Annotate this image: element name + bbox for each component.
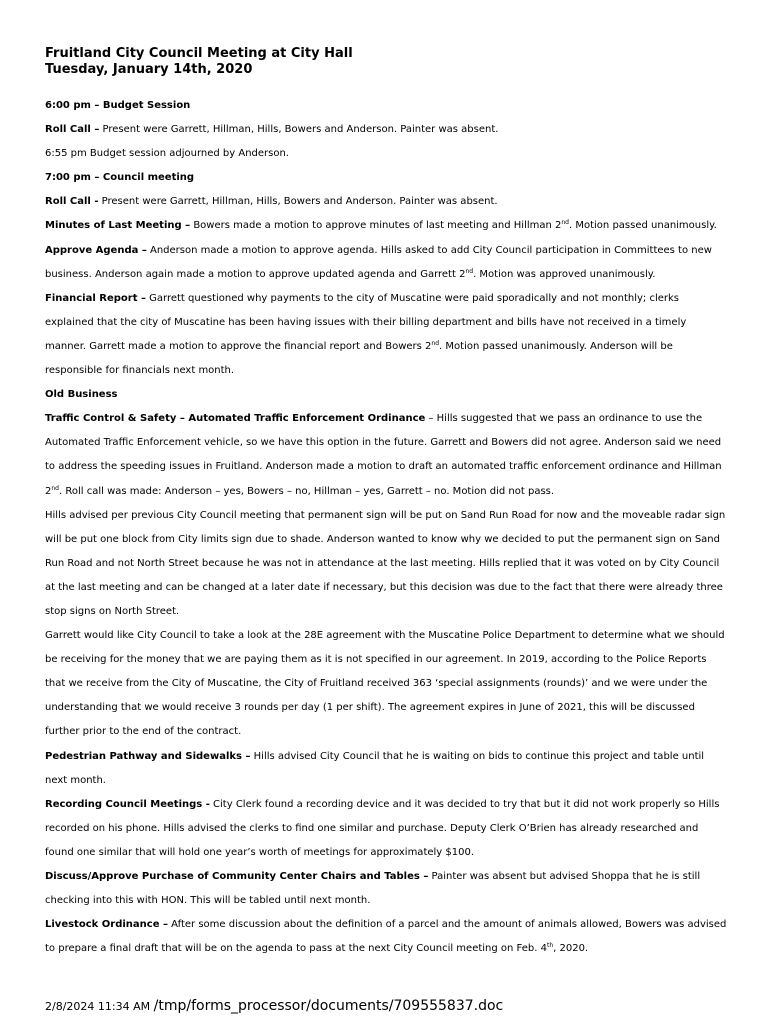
roll-call-text: Present were Garrett, Hillman, Hills, Bowers and Anderson. Painter was absent. <box>99 124 499 136</box>
section-label: Approve Agenda – <box>45 244 147 256</box>
budget-adjourned: 6:55 pm Budget session adjourned by Anderson. <box>45 148 289 160</box>
recording-council-meetings <box>45 793 727 865</box>
section-label: Minutes of Last Meeting – <box>45 220 191 232</box>
page-footer <box>45 998 503 1014</box>
ordinal-suffix: nd <box>51 484 59 492</box>
roll-call-label: Roll Call – <box>45 124 100 136</box>
section-label: Traffic Control & Safety – Automated Traffic Enforcement Ordinance <box>45 413 426 425</box>
minutes-body <box>45 94 727 961</box>
section-label: Financial Report – <box>45 292 146 304</box>
ordinal-suffix: nd <box>465 267 474 275</box>
roll-call-label: Roll Call - <box>45 196 99 208</box>
section-text: . Roll call was made: Anderson – yes, Bowers – no, Hillman – yes, Garrett – no. Motion did not pass. <box>59 485 555 497</box>
section-text: City Clerk found a recording device and it was decided to try that but it did not work properly so Hills recorded on his phone. Hills advised the clerks to find one similar and purchase. Deputy Clerk O’Brien has already researched and found one similar that will hold one year’s worth of meetings for approximately $100. <box>45 798 720 858</box>
traffic-control-safety <box>45 407 727 503</box>
section-text: Garrett questioned why payments to the city of Muscatine were paid sporadically and not monthly; clerks explained that the city of Muscatine has been having issues with their billing department and bills have not received in a timely manner. Garrett made a motion to approve the financial report and Bowers 2 <box>45 292 687 352</box>
roll-call-text: Present were Garrett, Hillman, Hills, Bowers and Anderson. Painter was absent. <box>98 196 498 208</box>
section-text: Anderson made a motion to approve agenda. Hills asked to add City Council participation in Committees to new business. Anderson again made a motion to approve updated agenda and Garrett 2 <box>45 244 712 280</box>
footer-timestamp: 2/8/2024 11:34 AM <box>45 1000 151 1013</box>
budget-session-heading: 6:00 pm – Budget Session <box>45 100 191 111</box>
section-text: . Motion passed unanimously. <box>569 220 717 232</box>
roll-call-council <box>45 190 727 214</box>
minutes-of-last-meeting <box>45 214 727 238</box>
council-meeting-heading: 7:00 pm – Council meeting <box>45 172 195 184</box>
section-text: . Motion was approved unanimously. <box>473 268 656 280</box>
title-line-1: Fruitland City Council Meeting at City Hall <box>45 46 353 61</box>
livestock-ordinance <box>45 913 727 961</box>
ordinal-suffix: th <box>546 942 554 950</box>
ordinal-suffix: nd <box>561 219 569 227</box>
section-text: Hills advised City Council that he is waiting on bids to continue this project and table until next month. <box>45 750 705 786</box>
pedestrian-pathway <box>45 745 727 793</box>
financial-report <box>45 287 727 383</box>
section-label: Recording Council Meetings - <box>45 798 210 810</box>
old-business-heading: Old Business <box>45 389 118 401</box>
community-center-chairs <box>45 865 727 913</box>
section-text: , 2020. <box>553 943 589 955</box>
approve-agenda <box>45 239 727 287</box>
ordinal-suffix: nd <box>431 339 440 347</box>
section-text: After some discussion about the definition of a parcel and the amount of animals allowed, Bowers was advised to prepare a final draft that will be on the agenda to pass at the next City Council meeting on Feb. 4 <box>45 919 727 955</box>
section-label: Discuss/Approve Purchase of Community Center Chairs and Tables – <box>45 871 429 882</box>
section-text: – Hills suggested that we pass an ordinance to use the Automated Traffic Enforcement vehicle, so we have this option in the future. Garrett and Bowers did not agree. Anderson said we need to address the speeding issues in Fruitland. Anderson made a motion to draft an automated traffic enforcement ordinance and Hillman 2 <box>45 413 722 497</box>
footer-file-path: /tmp/forms_processor/documents/709555837.doc <box>153 998 504 1014</box>
radar-sign-paragraph: Hills advised per previous City Council meeting that permanent sign will be put on Sand Run Road for now and the moveable radar sign will be put one block from City limits sign due to shade. Anderson wanted to know why we decided to put the permanent sign on Sand Run Road and not North Street because he was not in attendance at the last meeting. Hills replied that it was voted on by City Council at the last meeting and can be changed at a later date if necessary, but this decision was due to the fact that there were already three stop signs on North Street. <box>45 509 726 617</box>
document-title <box>45 46 353 78</box>
section-text: Bowers made a motion to approve minutes of last meeting and Hillman 2 <box>190 220 562 232</box>
title-line-2: Tuesday, January 14th, 2020 <box>45 62 253 77</box>
roll-call-budget <box>45 118 727 142</box>
section-label: Livestock Ordinance – <box>45 919 168 931</box>
section-label: Pedestrian Pathway and Sidewalks – <box>45 750 251 762</box>
section-text: Painter was absent but advised Shoppa that he is still checking into this with HON. This will be tabled until next month. <box>45 871 701 907</box>
police-agreement-paragraph: Garrett would like City Council to take a look at the 28E agreement with the Muscatine Police Department to determine what we should be receiving for the money that we are paying them as it is not specified in our agreement. In 2019, according to the Police Reports that we receive from the City of Muscatine, the City of Fruitland received 363 ‘special assignments (rounds)’ and we were under the understanding that we would receive 3 rounds per day (1 per shift). The agreement expires in June of 2021, this will be discussed further prior to the end of the contract. <box>45 630 725 738</box>
section-text: . Motion passed unanimously. Anderson will be responsible for financials next month. <box>45 340 673 377</box>
